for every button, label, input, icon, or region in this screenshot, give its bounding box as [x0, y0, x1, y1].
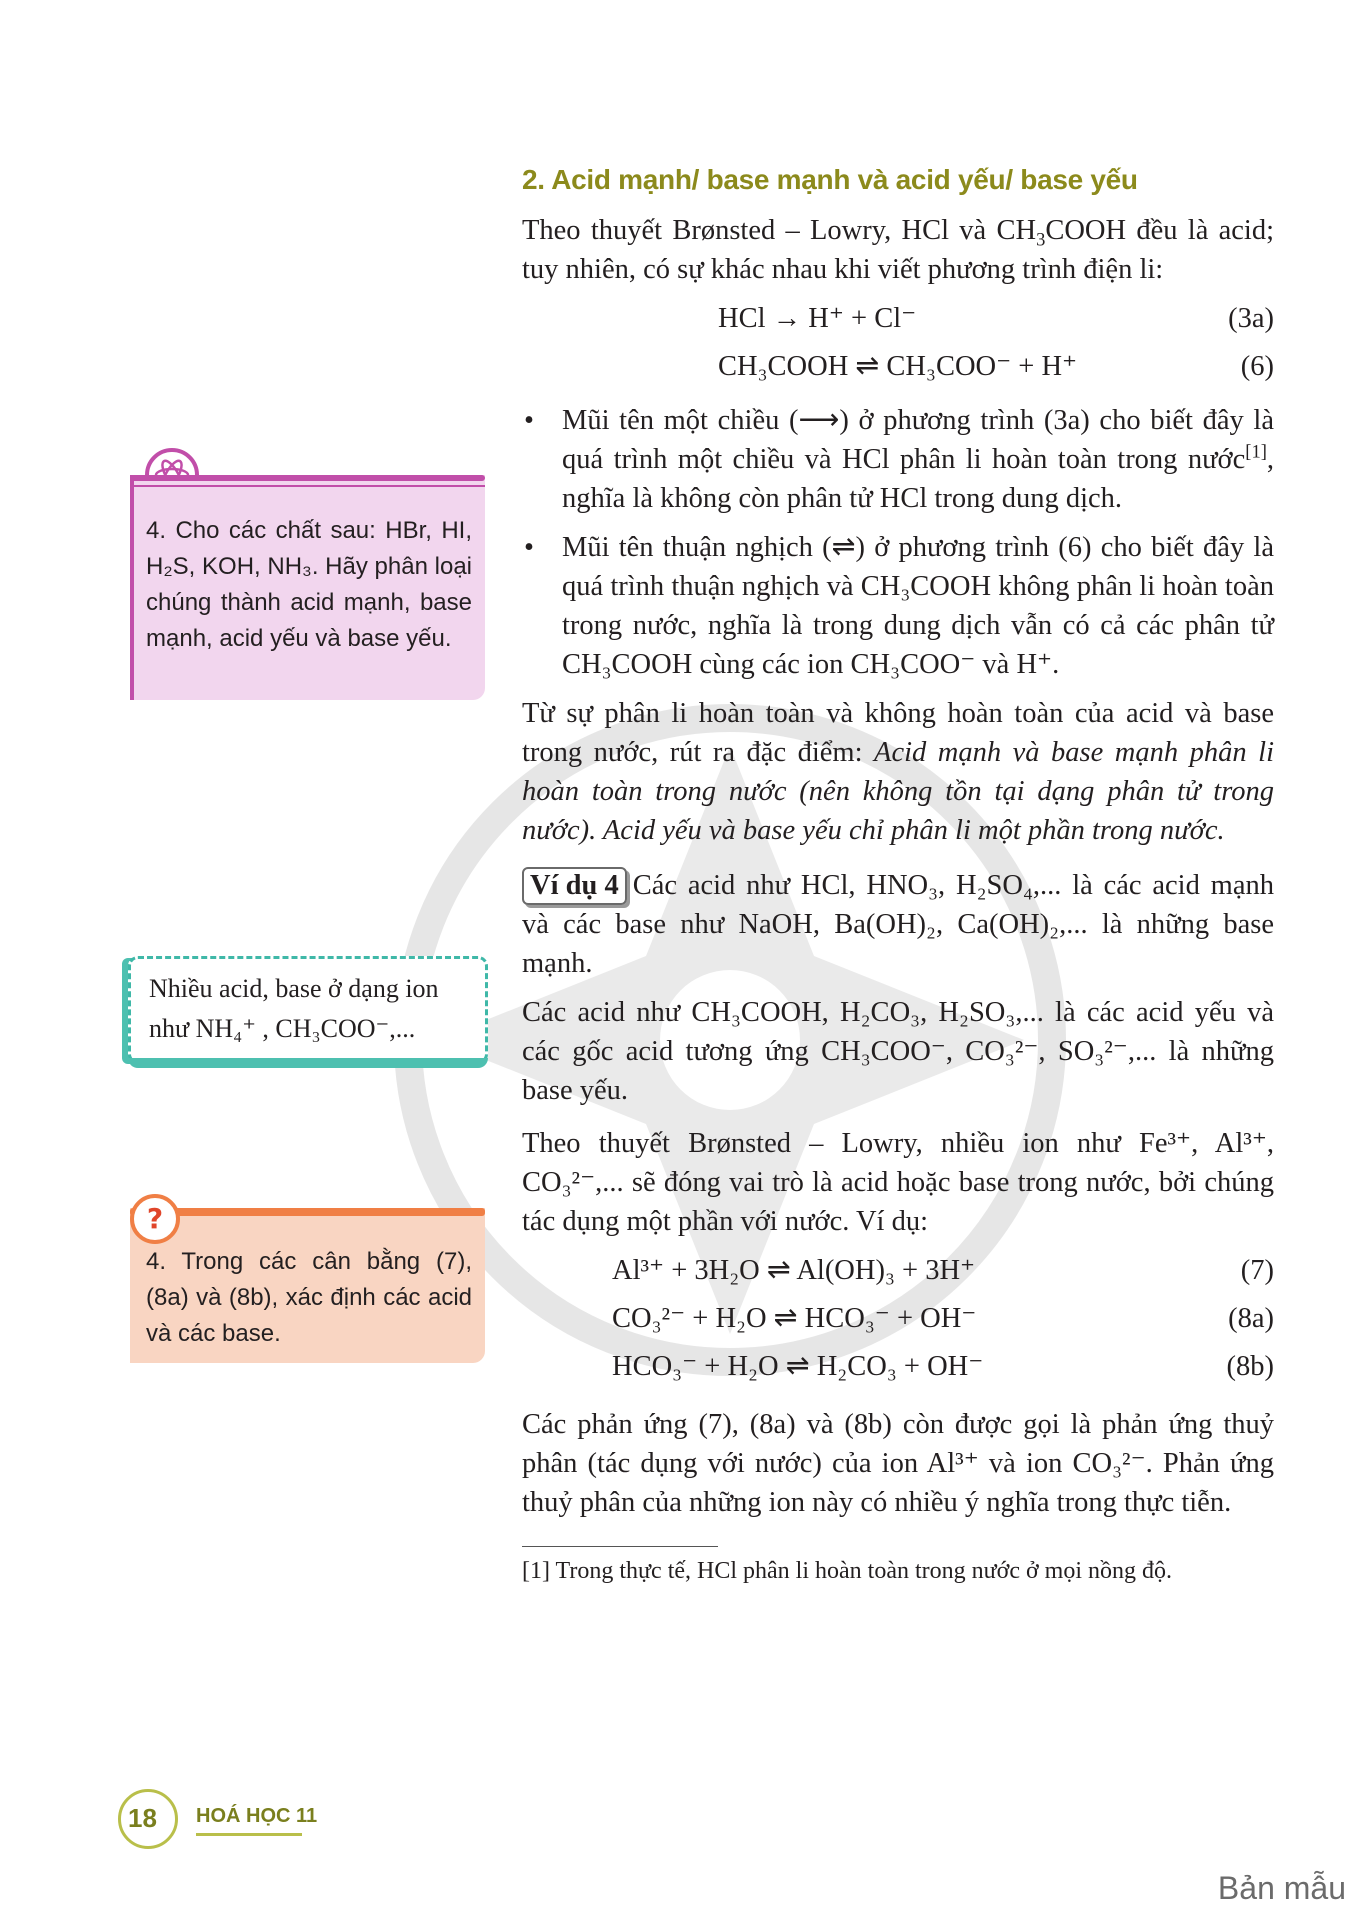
question-icon: ? — [130, 1194, 180, 1244]
bullet-reversible-arrow: • Mũi tên thuận nghịch (⇌) ở phương trình (6) cho biết đây là quá trình thuận nghịch và CH₃COOH không phân li hoàn toàn trong nước, nghĩa là trong dung dịch vẫn có cả các phân tử CH₃COOH cùng các ion CH₃COO⁻ và H⁺. — [522, 528, 1274, 684]
side-note: Nhiều acid, base ở dạng ion như NH₄⁺ , CH₃COO⁻,... — [128, 956, 488, 1064]
example-paragraph: Ví dụ 4 Các acid như HCl, HNO₃, H₂SO₄,... là các acid mạnh và các base như NaOH, Ba(OH)₂, Ca(OH)₂,... là những base mạnh. — [522, 866, 1274, 983]
side-question-1: 4. Cho các chất sau: HBr, HI, H₂S, KOH, NH₃. Hãy phân loại chúng thành acid mạnh, base mạnh, acid yếu và base yếu. — [146, 517, 472, 652]
bullet-one-way-arrow: • Mũi tên một chiều (⟶) ở phương trình (3a) cho biết đây là quá trình một chiều và HCl phân li hoàn toàn trong nước[1], nghĩa là không còn phân tử HCl trong dung dịch. — [522, 401, 1274, 518]
equation-3a: HCl → H⁺ + Cl⁻ (3a) — [718, 303, 1274, 334]
equation-8b: HCO₃⁻ + H₂O ⇌ H₂CO₃ + OH⁻ (8b) — [612, 1351, 1274, 1382]
closing-paragraph: Các phản ứng (7), (8a) và (8b) còn được gọi là phản ứng thuỷ phân (tác dụng với nước) của ion Al³⁺ và ion CO₃²⁻. Phản ứng thuỷ phân của những ion này có nhiều ý nghĩa trong thực tiễn. — [522, 1409, 1274, 1518]
section-heading: 2. Acid mạnh/ base mạnh và acid yếu/ base yếu — [522, 164, 1138, 195]
page-number-badge — [118, 1785, 328, 1855]
side-question-2: 4. Trong các cân bằng (7), (8a) và (8b), xác định các acid và các base. — [146, 1248, 472, 1347]
page-number: 18 — [128, 1803, 157, 1833]
book-title: HOÁ HỌC 11 — [196, 1805, 318, 1827]
main-column — [522, 160, 1274, 1587]
weak-acids-paragraph: Các acid như CH₃COOH, H₂CO₃, H₂SO₃,... là các acid yếu và các gốc acid tương ứng CH₃COO⁻, CO₃²⁻, SO₃²⁻,... là những base yếu. — [522, 997, 1274, 1106]
equation-6: CH₃COOH ⇌ CH₃COO⁻ + H⁺ (6) — [718, 351, 1274, 382]
example-label: Ví dụ 4 — [522, 867, 627, 905]
side-question-card-1 — [130, 475, 485, 700]
conclusion-paragraph: Từ sự phân li hoàn toàn và không hoàn toàn của acid và base trong nước, rút ra đặc điểm: Acid mạnh và base mạnh phân li hoàn toàn trong nước (nên không tồn tại dạng phân tử trong nước). Acid yếu và base yếu chỉ phân li một phần trong nước. — [522, 698, 1274, 846]
hydrolysis-intro: Theo thuyết Brønsted – Lowry, nhiều ion như Fe³⁺, Al³⁺, CO₃²⁻,... sẽ đóng vai trò là acid hoặc base trong nước, bởi chúng tác dụng một phần với nước. Ví dụ: — [522, 1128, 1274, 1237]
side-question-card-2 — [130, 1208, 485, 1363]
sample-label: Bản mẫu — [1217, 1870, 1346, 1906]
footnote: [1] Trong thực tế, HCl phân li hoàn toàn trong nước ở mọi nồng độ. — [522, 1558, 1173, 1584]
equation-8a: CO₃²⁻ + H₂O ⇌ HCO₃⁻ + OH⁻ (8a) — [612, 1303, 1274, 1334]
intro-paragraph: Theo thuyết Brønsted – Lowry, HCl và $CH_3COOH$ đều là acid; tuy nhiên, có sự khác nhau khi viết phương trình điện li: — [522, 215, 1274, 285]
equation-7: Al³⁺ + 3H₂O ⇌ Al(OH)₃ + 3H⁺ (7) — [612, 1255, 1274, 1286]
